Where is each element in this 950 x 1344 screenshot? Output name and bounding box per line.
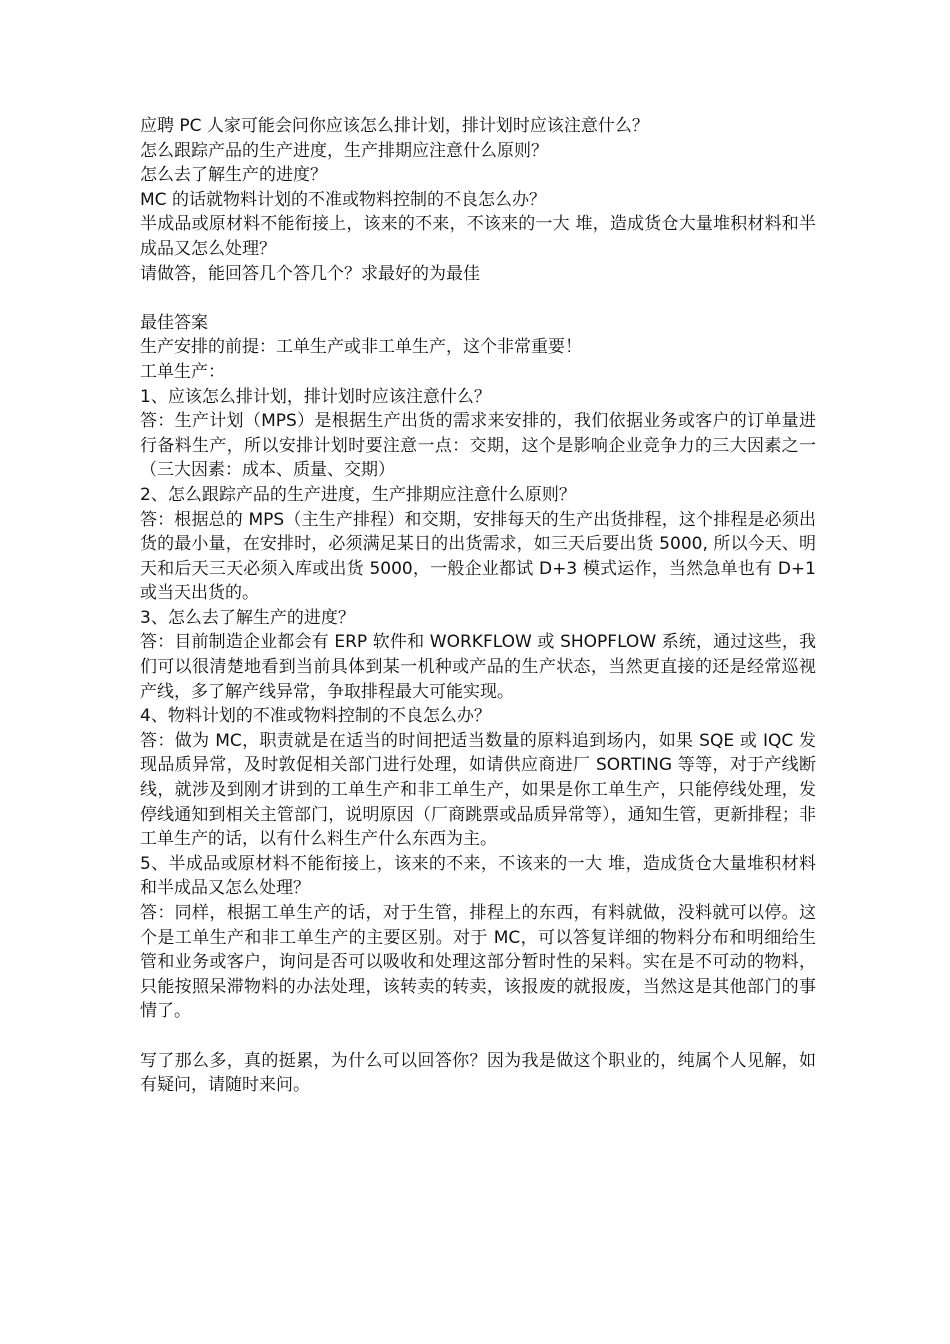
question-line: 怎么去了解生产的进度？ xyxy=(140,165,327,186)
answer-5: 答：同样，根据工单生产的话，对于生管，排程上的东西，有料就做，没料就可以停。这个是工单生产和非工单生产的主要区别。对于 MC，可以答复详细的物料分布和明细给生管和业务或客户，询问是否可以吸收和处理这部分暂时性的呆料。实在是不可动的物料，只能按照呆滞物料的办法处理，该转卖的转卖，该报废的就报废，当然这是其他部门的事情了。 xyxy=(140,903,816,1022)
answer-intro: 生产安排的前提：工单生产或非工单生产，这个非常重要！ xyxy=(140,337,582,358)
work-order-heading: 工单生产： xyxy=(140,361,225,382)
sub-question-1: 1、应该怎么排计划，排计划时应该注意什么？ xyxy=(140,386,491,407)
answer-4: 答：做为 MC，职责就是在适当的时间把适当数量的原料追到场内，如果 SQE 或 IQC 发现品质异常，及时敦促相关部门进行处理，如请供应商进厂 SORTING 等等，对于产线断线，就涉及到刚才讲到的工单生产和非工单生产，如果是你工单生产，只能停线处理，发停线通知到相关主管部门，说明原因（厂商跳票或品质异常等），通知生管，更新排程；非工单生产的话，以有什么料生产什么东西为主。 xyxy=(140,730,816,850)
answer-1: 答：生产计划（MPS）是根据生产出货的需求来安排的，我们依据业务或客户的订单量进行备料生产，所以安排计划时要注意一点：交期，这个是影响企业竞争力的三大因素之一（三大因素：成本、质量、交期） xyxy=(140,411,816,481)
answer-2: 答：根据总的 MPS（主生产排程）和交期，安排每天的生产出货排程，这个排程是必须出货的最小量，在安排时，必须满足某日的出货需求，如三天后要出货 5000, 所以今天、明天和后天三天必须入库或出货 5000，一般企业都试 D+3 模式运作，当然急单也有 D+1 或当天出货的。 xyxy=(140,509,816,604)
answer-heading: 最佳答案 xyxy=(140,312,208,333)
question-line: MC 的话就物料计划的不准或物料控制的不良怎么办？ xyxy=(140,189,546,210)
closing-paragraph: 写了那么多，真的挺累，为什么可以回答你？因为我是做这个职业的，纯属个人见解，如有疑问，请随时来问。 xyxy=(140,1050,816,1096)
sub-question-4: 4、物料计划的不准或物料控制的不良怎么办？ xyxy=(140,706,491,727)
sub-question-3: 3、怎么去了解生产的进度？ xyxy=(140,607,355,628)
question-line: 怎么跟踪产品的生产进度，生产排期应注意什么原则？ xyxy=(140,140,548,161)
paragraph-gap xyxy=(140,286,816,311)
question-line: 请做答，能回答几个答几个？求最好的为最佳 xyxy=(140,263,480,284)
question-line: 半成品或原材料不能衔接上，该来的不来，不该来的一大 堆，造成货仓大量堆积材料和半成品又怎么处理？ xyxy=(140,214,816,259)
answer-3: 答：目前制造企业都会有 ERP 软件和 WORKFLOW 或 SHOPFLOW 系统，通过这些，我们可以很清楚地看到当前具体到某一机种或产品的生产状态，当然更直接的还是经常巡视产线，多了解产线异常，争取排程最大可能实现。 xyxy=(140,632,816,702)
sub-question-5: 5、半成品或原材料不能衔接上，该来的不来，不该来的一大 堆，造成货仓大量堆积材料和半成品又怎么处理？ xyxy=(140,853,816,899)
document-page xyxy=(140,114,816,1098)
question-line: 应聘 PC 人家可能会问你应该怎么排计划，排计划时应该注意什么？ xyxy=(140,116,649,136)
paragraph-gap xyxy=(140,1024,816,1049)
sub-question-2: 2、怎么跟踪产品的生产进度，生产排期应注意什么原则？ xyxy=(140,484,576,505)
